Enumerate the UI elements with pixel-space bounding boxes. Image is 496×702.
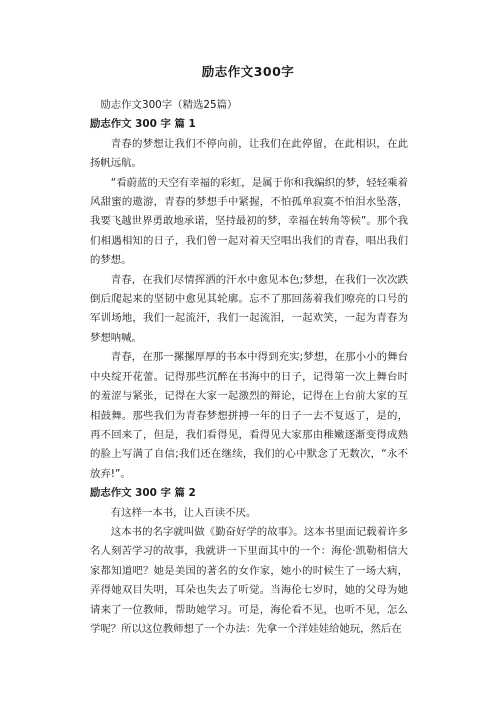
- page-title: 励志作文300字: [201, 64, 295, 79]
- section-heading: 励志作文 300 字 篇 1: [90, 118, 196, 131]
- paragraph: 青春的梦想让我们不停向前，让我们在此停留，在此相识，在此扬帆远航。: [90, 137, 408, 170]
- paragraph: 青春，在我们尽情挥洒的汗水中愈见本色;梦想，在我们一次次跌倒后爬起来的坚韧中愈见其轮廓。忘不了那回荡着我们嘹亮的口号的军训场地，我们一起流汗，我们一起流泪，一起欢笑，一起为青春为梦想呐喊。: [90, 273, 408, 344]
- section-heading: 励志作文 300 字 篇 2: [90, 487, 196, 500]
- document-body: [90, 96, 408, 639]
- document-subtitle: 励志作文300字（精选25篇）: [100, 99, 238, 111]
- paragraph: 有这样一本书，让人百读不厌。: [110, 506, 257, 519]
- paragraph: 这本书的名字就叫做《勤奋好学的故事》。这本书里面记载着许多名人刻苦学习的故事，我就讲一下里面其中的一个：海伦·凯勒相信大家都知道吧？她是美国的著名的女作家，她小的时候生了一场大病，弄得她双目失明，耳朵也失去了听觉。当海伦七岁时，她的父母为她请来了一位教师，帮助她学习。可是，海伦看不见，也听不见，怎么学呢？所以这位教师想了一个办法：先拿一个洋娃娃给她玩，然后在: [90, 525, 408, 635]
- paragraph: 青春，在那一摞摞厚厚的书本中得到充实;梦想，在那小小的舞台中央绽开花蕾。记得那些沉醉在书海中的日子，记得第一次上舞台时的羞涩与紧张，记得在大家一起激烈的辩论，记得在上台前大家的互相鼓舞。那些我们为青春梦想拼搏一年的日子一去不复返了，是的，再不回来了，但是，我们看得见，看得见大家那由稚嫩逐渐变得成熟的脸上写满了自信;我们还在继续，我们的心中默念了无数次，“永不放弃!”。: [90, 351, 408, 480]
- paragraph: “看蔚蓝的天空有幸福的彩虹，是属于你和我编织的梦，轻轻乘着风甜蜜的遨游，青春的梦想手中紧握，不怕孤单寂寞不怕泪水坠落，我要飞越世界勇敢地承诺，坚持最初的梦，幸福在转角等候”。那个我们相遇相知的日子，我们曾一起对着天空唱出我们的青春，唱出我们的梦想。: [90, 176, 408, 267]
